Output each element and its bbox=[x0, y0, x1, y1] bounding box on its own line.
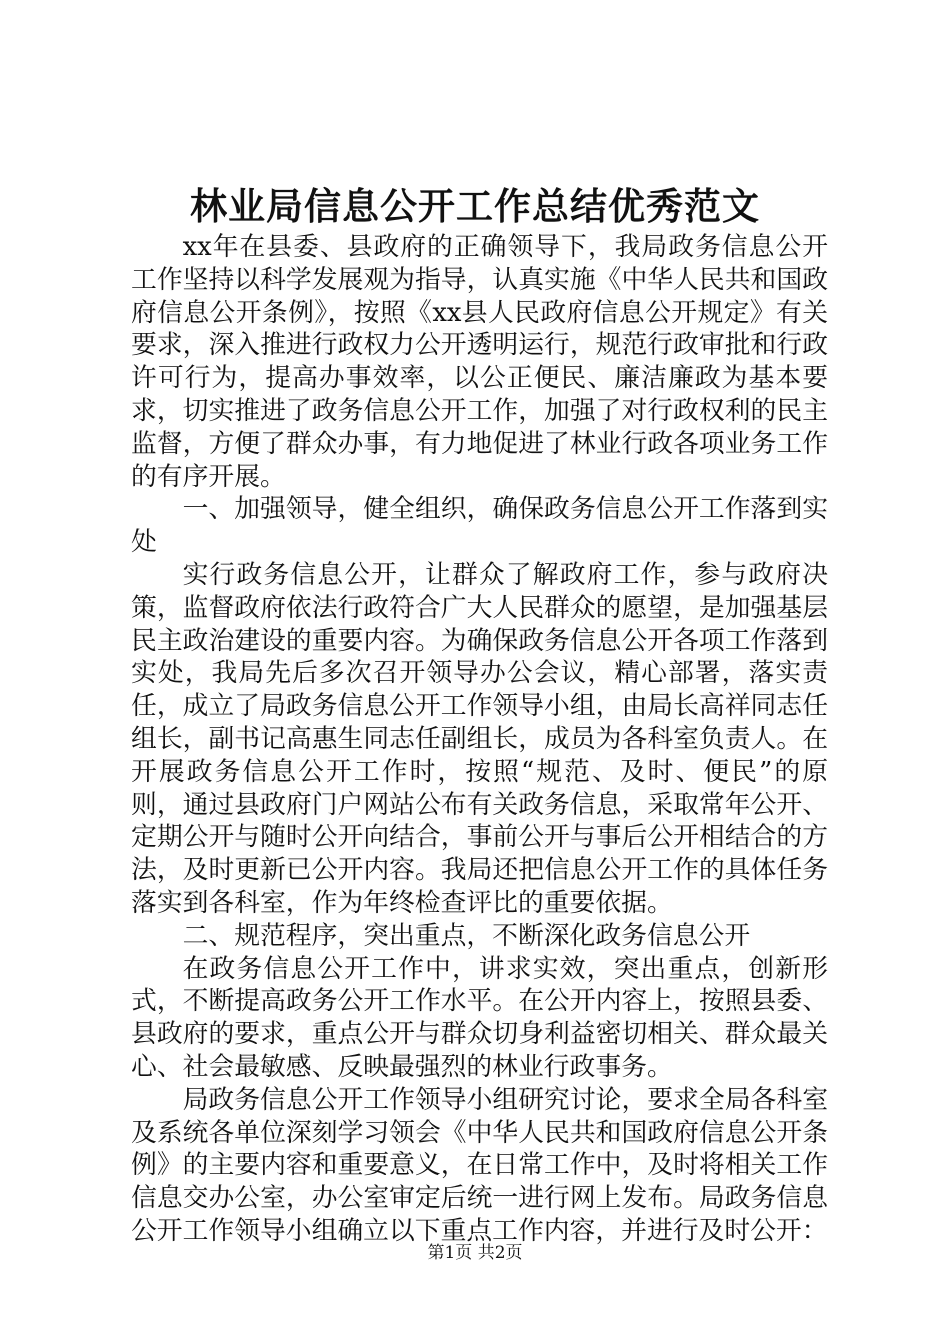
section-heading-1: 一、加强领导，健全组织，确保政务信息公开工作落到实处 bbox=[131, 494, 828, 558]
document-title: 林业局信息公开工作总结优秀范文 bbox=[190, 184, 760, 228]
paragraph-section-1: 实行政务信息公开，让群众了解政府工作，参与政府决策，监督政府依法行政符合广大人民群众的愿望，是加强基层民主政治建设的重要内容。为确保政务信息公开各项工作落到实处，我局先后多次召开领导办公会议，精心部署，落实责任，成立了局政务信息公开工作领导小组，由局长高祥同志任组长，副书记高惠生同志任副组长，成员为各科室负责人。在开展政务信息公开工作时，按照“规范、及时、便民”的原则，通过县政府门户网站公布有关政务信息，采取常年公开、定期公开与随时公开向结合，事前公开与事后公开相结合的方法，及时更新已公开内容。我局还把信息公开工作的具体任务落实到各科室，作为年终检查评比的重要依据。 bbox=[131, 559, 828, 918]
page-number-footer: 第1页 共2页 bbox=[427, 1243, 523, 1263]
section-heading-2: 二、规范程序，突出重点，不断深化政务信息公开 bbox=[182, 920, 751, 951]
paragraph-section-2a: 在政务信息公开工作中，讲求实效，突出重点，创新形式，不断提高政务公开工作水平。在公开内容上，按照县委、县政府的要求，重点公开与群众切身利益密切相关、群众最关心、社会最敏感、反映最强烈的林业行政事务。 bbox=[131, 953, 828, 1082]
paragraph-section-2b: 局政务信息公开工作领导小组研究讨论，要求全局各科室及系统各单位深刻学习领会《中华人民共和国政府信息公开条例》的主要内容和重要意义，在日常工作中，及时将相关工作信息交办公室，办公室审定后统一进行网上发布。局政务信息公开工作领导小组确立以下重点工作内容，并进行及时公开： bbox=[131, 1084, 828, 1246]
paragraph-intro: xx年在县委、县政府的正确领导下，我局政务信息公开工作坚持以科学发展观为指导，认真实施《中华人民共和国政府信息公开条例》，按照《xx县人民政府信息公开规定》有关要求，深入推进行政权力公开透明运行，规范行政审批和行政许可行为，提高办事效率，以公正便民、廉洁廉政为基本要求，切实推进了政务信息公开工作，加强了对行政权利的民主监督，方便了群众办事，有力地促进了林业行政各项业务工作的有序开展。 bbox=[131, 232, 828, 492]
document-body bbox=[131, 231, 828, 1248]
